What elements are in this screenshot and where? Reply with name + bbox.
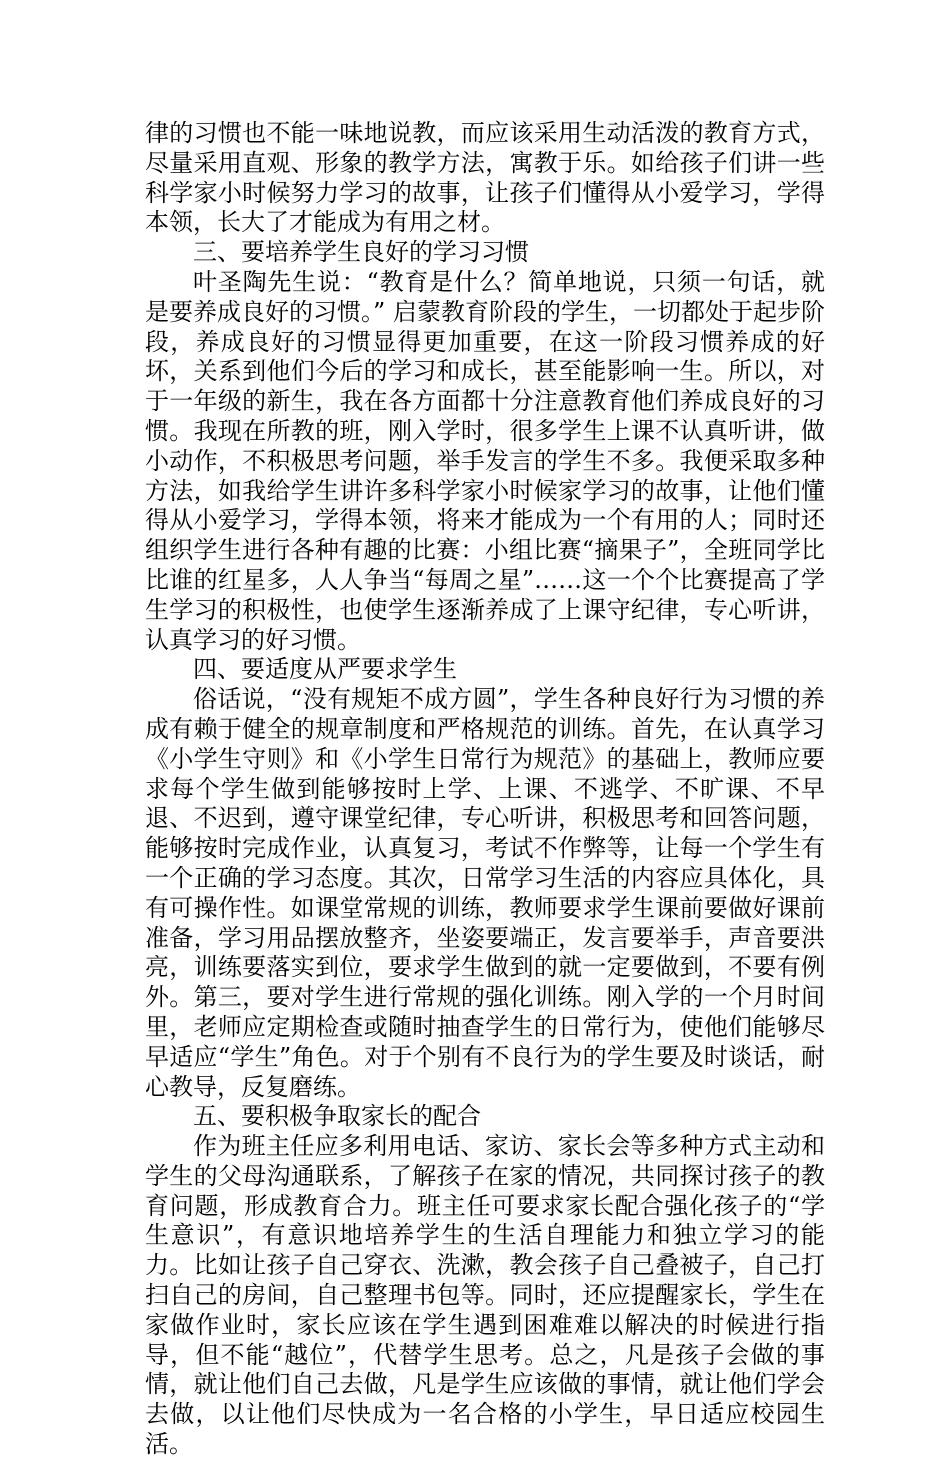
section-heading-4: 四、要适度从严要求学生: [193, 655, 457, 684]
section-heading-5: 五、要积极争取家长的配合: [193, 1102, 481, 1131]
document-page: [145, 119, 825, 1460]
paragraph-strict-requirements: 俗话说，“没有规矩不成方圆”，学生各种良好行为习惯的养成有赖于健全的规章制度和严格规范的训练。首先，在认真学习《小学生守则》和《小学生日常行为规范》的基础上，教师应要求每个学生做到能够按时上学、上课、不逃学、不旷课、不早退、不迟到，遵守课堂纪律，专心听讲，积极思考和回答问题，能够按时完成作业，认真复习，考试不作弊等，让每一个学生有一个正确的学习态度。其次，日常学习生活的内容应具体化，具有可操作性。如课堂常规的训练，教师要求学生课前要做好课前准备，学习用品摆放整齐，坐姿要端正，发言要举手，声音要洪亮，训练要落实到位，要求学生做到的就一定要做到，不要有例外。第三，要对学生进行常规的强化训练。刚入学的一个月时间里，老师应定期检查或随时抽查学生的日常行为，使他们能够尽早适应“学生”角色。对于个别有不良行为的学生要及时谈话，耐心教导，反复磨练。: [145, 685, 825, 1101]
paragraph-parent-cooperation: 作为班主任应多利用电话、家访、家长会等多种方式主动和学生的父母沟通联系，了解孩子在家的情况，共同探讨孩子的教育问题，形成教育合力。班主任可要求家长配合强化孩子的“学生意识”，有意识地培养学生的生活自理能力和独立学习的能力。比如让孩子自己穿衣、洗漱，教会孩子自己叠被子，自己打扫自己的房间，自己整理书包等。同时，还应提醒家长，学生在家做作业时，家长应该在学生遇到困难难以解决的时候进行指导，但不能“越位”，代替学生思考。总之，凡是孩子会做的事情，就让他们自己去做，凡是学生应该做的事情，就让他们学会去做，以让他们尽快成为一名合格的小学生，早日适应校园生活。: [145, 1132, 825, 1459]
paragraph-continued: 律的习惯也不能一味地说教，而应该采用生动活泼的教育方式，尽量采用直观、形象的教学方法，寓教于乐。如给孩子们讲一些科学家小时候努力学习的故事，让孩子们懂得从小爱学习，学得本领，长大了才能成为有用之材。: [145, 119, 825, 237]
section-heading-3: 三、要培养学生良好的学习习惯: [193, 238, 529, 267]
paragraph-habits: 叶圣陶先生说：“教育是什么？简单地说，只须一句话，就是要养成良好的习惯。” 启蒙教育阶段的学生，一切都处于起步阶段，养成良好的习惯显得更加重要，在这一阶段习惯养成的好坏，关系到他们今后的学习和成长，甚至能影响一生。所以，对于一年级的新生，我在各方面都十分注意教育他们养成良好的习惯。我现在所教的班，刚入学时，很多学生上课不认真听讲，做小动作，不积极思考问题，举手发言的学生不多。我便采取多种方法，如我给学生讲许多科学家小时候家学习的故事，让他们懂得从小爱学习，学得本领，将来才能成为一个有用的人；同时还组织学生进行各种有趣的比赛：小组比赛“摘果子”，全班同学比比谁的红星多，人人争当“每周之星”……这一个个比赛提高了学生学习的积极性，也使学生逐渐养成了上课守纪律，专心听讲，认真学习的好习惯。: [145, 267, 825, 654]
